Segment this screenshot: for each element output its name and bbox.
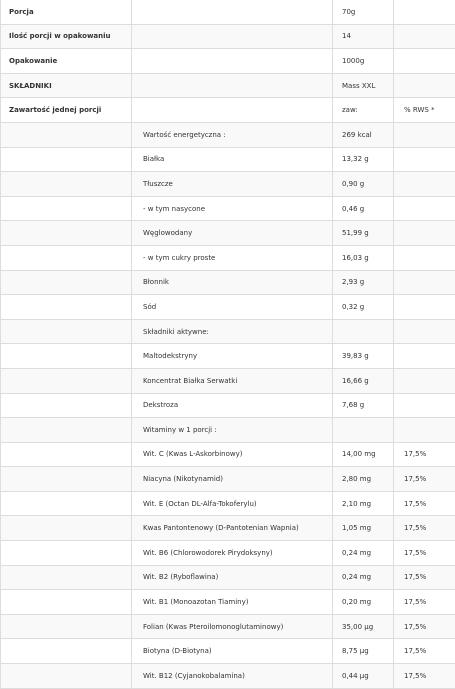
rws-percent	[394, 196, 455, 221]
row-label	[1, 196, 132, 221]
ingredient-value: 269 kcal	[333, 122, 394, 147]
table-row	[1, 24, 455, 49]
ingredient-name: Kwas Pantontenowy (D-Pantotenian Wapnia)	[132, 516, 333, 541]
rws-percent: % RWS *	[394, 98, 455, 123]
table-row	[1, 172, 455, 197]
row-label	[1, 491, 132, 516]
rws-percent: 17,5%	[394, 491, 455, 516]
ingredient-name: Wartość energetyczna :	[132, 122, 333, 147]
rws-percent: 17,5%	[394, 639, 455, 664]
ingredient-value: 0,24 mg	[333, 565, 394, 590]
rws-percent: 17,5%	[394, 516, 455, 541]
rws-percent	[394, 24, 455, 49]
row-label	[1, 590, 132, 615]
table-row	[1, 516, 455, 541]
ingredient-value	[333, 319, 394, 344]
ingredient-name: - w tym nasycone	[132, 196, 333, 221]
row-label	[1, 122, 132, 147]
row-label	[1, 172, 132, 197]
ingredient-value: 16,03 g	[333, 245, 394, 270]
row-label	[1, 295, 132, 320]
table-row	[1, 590, 455, 615]
row-label	[1, 541, 132, 566]
rws-percent	[394, 418, 455, 443]
row-label	[1, 393, 132, 418]
ingredient-name: Sód	[132, 295, 333, 320]
table-row	[1, 639, 455, 664]
ingredient-name: Witaminy w 1 porcji :	[132, 418, 333, 443]
row-label	[1, 368, 132, 393]
ingredient-value: 39,83 g	[333, 344, 394, 369]
row-label	[1, 147, 132, 172]
rws-percent	[394, 122, 455, 147]
ingredient-name	[132, 49, 333, 74]
ingredient-value: 1,05 mg	[333, 516, 394, 541]
table-row	[1, 541, 455, 566]
ingredient-name: Wit. C (Kwas L-Askorbinowy)	[132, 442, 333, 467]
row-label	[1, 516, 132, 541]
row-label	[1, 344, 132, 369]
ingredient-value: 13,32 g	[333, 147, 394, 172]
ingredient-value: 14	[333, 24, 394, 49]
ingredient-name: Wit. B12 (Cyjanokobalamina)	[132, 664, 333, 689]
table-row	[1, 196, 455, 221]
row-label	[1, 418, 132, 443]
rws-percent	[394, 270, 455, 295]
table-row	[1, 319, 455, 344]
rws-percent: 17,5%	[394, 590, 455, 615]
ingredient-name: Wit. B1 (Monoazotan Tiaminy)	[132, 590, 333, 615]
table-row	[1, 344, 455, 369]
row-label	[1, 245, 132, 270]
ingredient-value: zaw:	[333, 98, 394, 123]
table-row	[1, 245, 455, 270]
ingredient-name: Maltodekstryny	[132, 344, 333, 369]
row-label: Porcja	[1, 0, 132, 24]
ingredient-value: 2,10 mg	[333, 491, 394, 516]
row-label	[1, 270, 132, 295]
ingredient-value: 0,32 g	[333, 295, 394, 320]
rws-percent	[394, 295, 455, 320]
ingredient-name: Tłuszcze	[132, 172, 333, 197]
nutrition-table-body	[1, 0, 455, 688]
row-label: Ilość porcji w opakowaniu	[1, 24, 132, 49]
row-label	[1, 614, 132, 639]
rws-percent: 17,5%	[394, 664, 455, 689]
ingredient-name: Wit. B2 (Ryboflawina)	[132, 565, 333, 590]
rws-percent	[394, 147, 455, 172]
table-row	[1, 73, 455, 98]
table-row	[1, 98, 455, 123]
ingredient-value: 14,00 mg	[333, 442, 394, 467]
ingredient-name: Wit. E (Octan DL-Alfa-Tokoferylu)	[132, 491, 333, 516]
rws-percent: 17,5%	[394, 541, 455, 566]
ingredient-name: Błonnik	[132, 270, 333, 295]
table-row	[1, 295, 455, 320]
table-row	[1, 270, 455, 295]
rws-percent	[394, 49, 455, 74]
ingredient-value: 2,80 mg	[333, 467, 394, 492]
ingredient-name: Składniki aktywne:	[132, 319, 333, 344]
rws-percent	[394, 172, 455, 197]
ingredient-name	[132, 24, 333, 49]
rws-percent	[394, 368, 455, 393]
table-row	[1, 418, 455, 443]
row-label: Zawartość jednej porcji	[1, 98, 132, 123]
ingredient-value: 16,66 g	[333, 368, 394, 393]
ingredient-value: 51,99 g	[333, 221, 394, 246]
ingredient-name: - w tym cukry proste	[132, 245, 333, 270]
ingredient-name: Węglowodany	[132, 221, 333, 246]
ingredient-value: 0,90 g	[333, 172, 394, 197]
ingredient-value: 0,24 mg	[333, 541, 394, 566]
ingredient-value	[333, 418, 394, 443]
ingredient-value: 0,20 mg	[333, 590, 394, 615]
rws-percent	[394, 73, 455, 98]
rws-percent: 17,5%	[394, 467, 455, 492]
ingredient-name: Wit. B6 (Chlorowodorek Pirydoksyny)	[132, 541, 333, 566]
ingredient-value: 7,68 g	[333, 393, 394, 418]
ingredient-value: 8,75 µg	[333, 639, 394, 664]
ingredient-name: Koncentrat Białka Serwatki	[132, 368, 333, 393]
ingredient-value: 2,93 g	[333, 270, 394, 295]
table-row	[1, 147, 455, 172]
rws-percent	[394, 344, 455, 369]
ingredient-value: Mass XXL	[333, 73, 394, 98]
table-row	[1, 467, 455, 492]
ingredient-name: Dekstroza	[132, 393, 333, 418]
table-row	[1, 221, 455, 246]
ingredient-value: 1000g	[333, 49, 394, 74]
ingredient-name: Białka	[132, 147, 333, 172]
table-row	[1, 614, 455, 639]
table-row	[1, 664, 455, 689]
ingredient-name	[132, 73, 333, 98]
ingredient-value: 35,00 µg	[333, 614, 394, 639]
table-row	[1, 122, 455, 147]
row-label	[1, 639, 132, 664]
ingredient-value: 70g	[333, 0, 394, 24]
ingredient-value: 0,46 g	[333, 196, 394, 221]
row-label: Opakowanie	[1, 49, 132, 74]
rws-percent: 17,5%	[394, 442, 455, 467]
table-row	[1, 368, 455, 393]
row-label	[1, 442, 132, 467]
row-label: SKŁADNIKI	[1, 73, 132, 98]
rws-percent	[394, 221, 455, 246]
rws-percent	[394, 0, 455, 24]
table-row	[1, 0, 455, 24]
ingredient-name	[132, 0, 333, 24]
table-row	[1, 565, 455, 590]
row-label	[1, 467, 132, 492]
rws-percent	[394, 319, 455, 344]
ingredient-name: Biotyna (D-Biotyna)	[132, 639, 333, 664]
rws-percent: 17,5%	[394, 614, 455, 639]
rws-percent	[394, 393, 455, 418]
row-label	[1, 221, 132, 246]
ingredient-value: 0,44 µg	[333, 664, 394, 689]
table-row	[1, 49, 455, 74]
rws-percent	[394, 245, 455, 270]
row-label	[1, 664, 132, 689]
rws-percent: 17,5%	[394, 565, 455, 590]
row-label	[1, 319, 132, 344]
table-row	[1, 442, 455, 467]
row-label	[1, 565, 132, 590]
ingredient-name: Niacyna (Nikotynamid)	[132, 467, 333, 492]
ingredient-name: Folian (Kwas Pteroilomonoglutaminowy)	[132, 614, 333, 639]
ingredient-name	[132, 98, 333, 123]
table-row	[1, 491, 455, 516]
table-row	[1, 393, 455, 418]
